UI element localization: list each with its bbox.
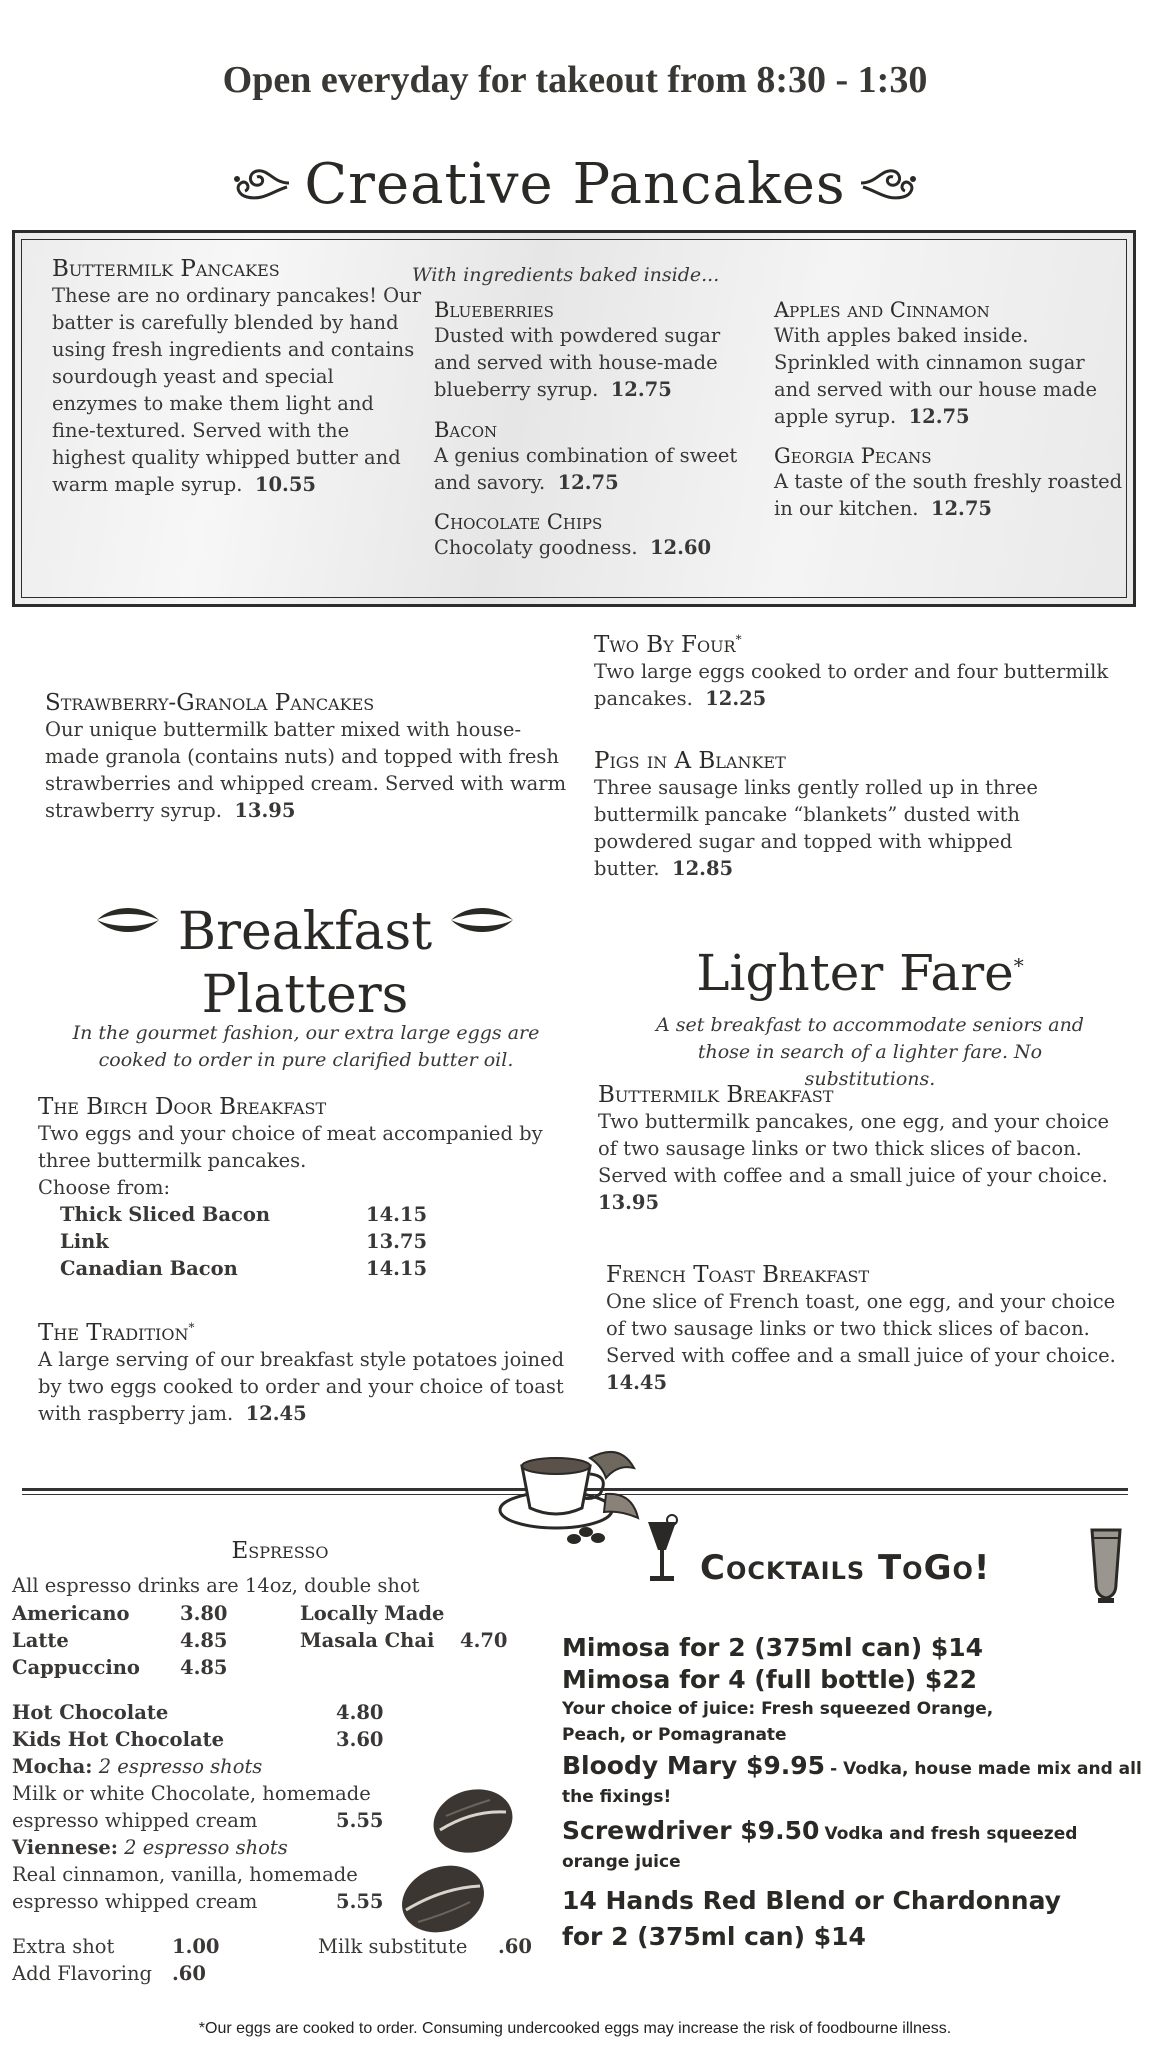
platters-subtitle: In the gourmet fashion, our extra large eggs are cooked to order in pure clarified butter oil.: [72, 1022, 540, 1071]
chocolate-chips-item: Chocolate Chips Chocolaty goodness. 12.60: [434, 510, 712, 559]
beer-glass-icon: [1088, 1526, 1124, 1610]
cocktails-list: Mimosa for 2 (375ml can) $14 Mimosa for 4 (full bottle) $22 Your choice of juice: Fresh squeezed Orange, Peach, or Pomagranate Bloody Mary $9.95 - Vodka, house made mix and all the fixings! Screwdriver $9.50 Vodka and fresh squeezed orange juice 14 Hands Red Blend or Chardonnay for 2 (375ml can) $14: [562, 1633, 1142, 1951]
breakfast-platters-title: Breakfast Platters: [40, 900, 570, 1026]
buttermilk-breakfast-item: Buttermilk Breakfast Two buttermilk pancakes, one egg, and your choice of two sausage links or two thick slices of bacon. Served with coffee and a small juice of your choice. 13.95: [598, 1082, 1110, 1214]
espresso-heading: Espresso: [231, 1538, 329, 1564]
creative-pancakes-title: Creative Pancakes: [0, 152, 1150, 217]
right-flourish-icon: [857, 161, 921, 209]
pigs-in-a-blanket-item: Pigs in A Blanket Three sausage links gently rolled up in three buttermilk pancake “blankets” dusted with powdered sugar and topped with whipped butter. 12.85: [594, 748, 1038, 880]
egg-safety-footnote: *Our eggs are cooked to order. Consuming undercooked eggs may increase the risk of foodbourne illness.: [198, 2020, 952, 2037]
georgia-pecans-item: Georgia Pecans A taste of the south freshly roasted in our kitchen. 12.75: [774, 444, 1123, 520]
two-by-four-item: Two By Four* Two large eggs cooked to order and four buttermilk pancakes. 12.25: [594, 632, 1109, 710]
coffee-bean-icon: [398, 1862, 488, 1940]
cocktails-to-go-heading: Cocktails ToGo!: [700, 1548, 991, 1588]
left-leaf-ornament-icon: [93, 900, 163, 964]
buttermilk-pancakes-item: Buttermilk Pancakes These are no ordinary pancakes! Our batter is carefully blended by hand using fresh ingredients and contains sourdough yeast and special enzymes to make them light and fine-textured. Served with the highest quality whipped butter and warm maple syrup. 10.55: [52, 256, 422, 496]
birch-door-breakfast-item: The Birch Door Breakfast Two eggs and your choice of meat accompanied by three buttermilk pancakes. Choose from: Thick Sliced Bacon 14.15 Link 13.75 Canadian Bacon 14.15: [38, 1094, 578, 1282]
lighter-fare-subtitle: A set breakfast to accommodate seniors and those in search of a lighter fare. No substitutions.: [656, 1014, 1084, 1090]
takeout-hours-headline: Open everyday for takeout from 8:30 - 1:30: [222, 59, 928, 101]
bacon-pancakes-item: Bacon A genius combination of sweet and savory. 12.75: [434, 418, 738, 494]
baked-inside-note: With ingredients baked inside...: [412, 264, 720, 286]
coffee-cup-icon: [494, 1438, 644, 1552]
apples-cinnamon-item: Apples and Cinnamon With apples baked inside. Sprinkled with cinnamon sugar and served with our house made apple syrup. 12.75: [774, 298, 1098, 428]
right-leaf-ornament-icon: [447, 900, 517, 964]
blueberries-item: Blueberries Dusted with powdered sugar and served with house-made blueberry syrup. 12.75: [434, 298, 721, 401]
the-tradition-item: The Tradition* A large serving of our breakfast style potatoes joined by two eggs cooked to order and your choice of toast with raspberry jam. 12.45: [38, 1320, 565, 1425]
french-toast-breakfast-item: French Toast Breakfast One slice of French toast, one egg, and your choice of two sausage links or two thick slices of bacon. Served with coffee and a small juice of your choice. 14.45: [606, 1262, 1116, 1394]
left-flourish-icon: [229, 161, 293, 209]
espresso-note: All espresso drinks are 14oz, double shot: [12, 1574, 420, 1597]
list-item: Canadian Bacon 14.15: [60, 1257, 428, 1280]
birch-door-options: [60, 1201, 578, 1282]
list-item: Link 13.75: [60, 1230, 428, 1253]
list-item: Thick Sliced Bacon 14.15: [60, 1203, 428, 1226]
espresso-price-list: Americano 3.80 Locally Made Latte 4.85 Masala Chai 4.70 Cappuccino 4.85 Hot Chocolate 4.80 Kids Hot Chocolate 3.60 Mocha: 2 espresso shots Milk or white Chocolate, homemade espresso whipped cream 5.55 Viennese: 2 espresso shots Real cinnamon, vanilla, homemade espresso whipped cream 5.55 Extra shot 1.00 Milk substitute .60 Add Flavoring .60: [12, 1602, 532, 1985]
lighter-fare-title: Lighter Fare*: [696, 944, 1024, 1002]
coffee-bean-icon: [430, 1786, 516, 1860]
cocktail-glass-icon: [642, 1512, 682, 1590]
strawberry-granola-item: Strawberry-Granola Pancakes Our unique buttermilk batter mixed with house-made granola (contains nuts) and topped with fresh strawberries and whipped cream. Served with warm strawberry syrup. 13.95: [45, 690, 567, 822]
